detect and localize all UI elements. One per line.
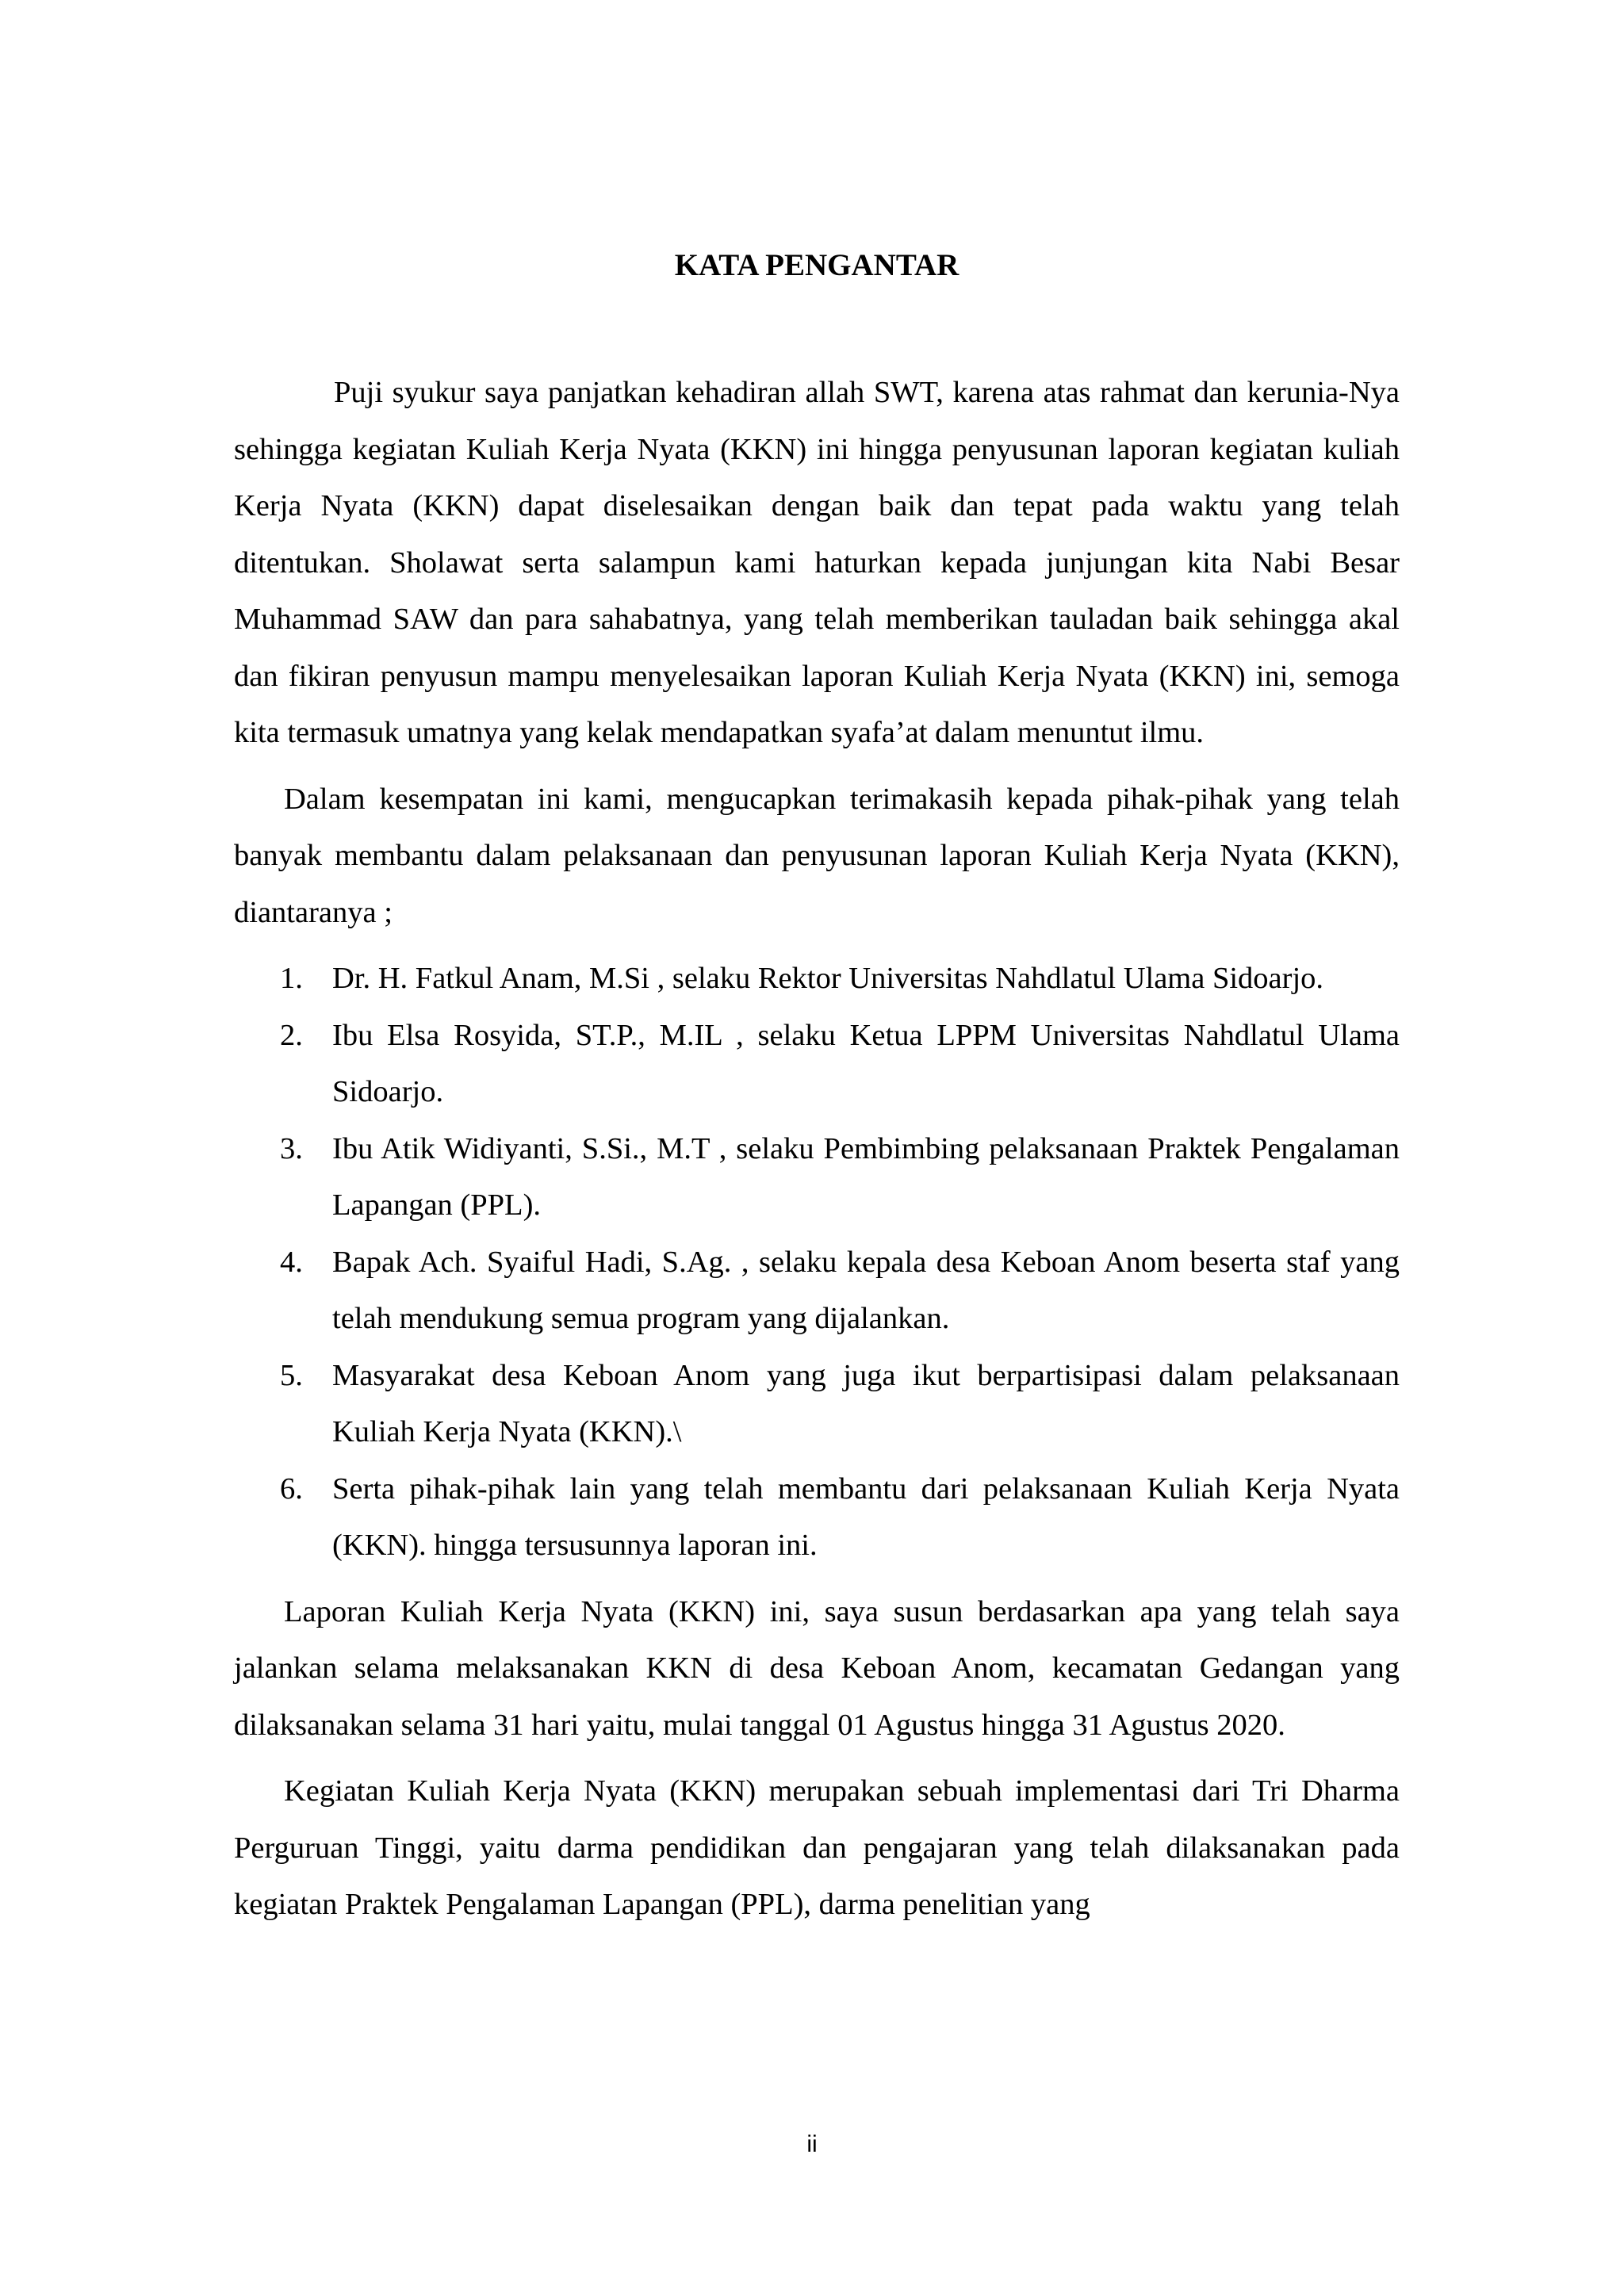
- paragraph-activity: Kegiatan Kuliah Kerja Nyata (KKN) merupakan sebuah implementasi dari Tri Dharma Perguruan Tinggi, yaitu darma pendidikan dan pengajaran yang telah dilaksanakan pada kegiatan Praktek Pengalaman Lapangan (PPL), darma penelitian yang: [234, 1774, 1400, 1921]
- list-item-number: 6.: [280, 1471, 303, 1506]
- list-item: [234, 1121, 1400, 1234]
- list-item-text: Masyarakat desa Keboan Anom yang juga ikut berpartisipasi dalam pelaksanaan Kuliah Kerja Nyata (KKN).\: [332, 1358, 1400, 1448]
- list-item: [234, 1348, 1400, 1461]
- list-item-text: Serta pihak-pihak lain yang telah membantu dari pelaksanaan Kuliah Kerja Nyata (KKN). hingga tersusunnya laporan ini.: [332, 1471, 1400, 1562]
- list-item: [234, 1234, 1400, 1348]
- list-item: [234, 1461, 1400, 1575]
- list-item-number: 3.: [280, 1131, 303, 1165]
- page-title: KATA PENGANTAR: [674, 248, 959, 282]
- list-item-text: Ibu Elsa Rosyida, ST.P., M.IL , selaku Ketua LPPM Universitas Nahdlatul Ulama Sidoarjo.: [332, 1018, 1400, 1108]
- list-item-text: Ibu Atik Widiyanti, S.Si., M.T , selaku Pembimbing pelaksanaan Praktek Pengalaman Lapangan (PPL).: [332, 1131, 1400, 1222]
- list-item: [234, 951, 1400, 1008]
- page-number: ii: [806, 2131, 818, 2157]
- list-item: [234, 1008, 1400, 1121]
- list-item-text: Bapak Ach. Syaiful Hadi, S.Ag. , selaku kepala desa Keboan Anom beserta staf yang telah mendukung semua program yang dijalankan.: [332, 1245, 1400, 1335]
- paragraph-intro: Puji syukur saya panjatkan kehadiran allah SWT, karena atas rahmat dan kerunia-Nya sehingga kegiatan Kuliah Kerja Nyata (KKN) ini hingga penyusunan laporan kegiatan kuliah Kerja Nyata (KKN) dapat diselesaikan dengan baik dan tepat pada waktu yang telah ditentukan. Sholawat serta salampun kami haturkan kepada junjungan kita Nabi Besar Muhammad SAW dan para sahabatnya, yang telah memberikan tauladan baik sehingga akal dan fikiran penyusun mampu menyelesaikan laporan Kuliah Kerja Nyata (KKN) ini, semoga kita termasuk umatnya yang kelak mendapatkan syafa’at dalam menuntut ilmu.: [234, 376, 1400, 749]
- acknowledgement-list: [234, 951, 1400, 1575]
- list-item-number: 1.: [280, 962, 303, 995]
- list-item-number: 5.: [280, 1358, 303, 1392]
- list-item-number: 4.: [280, 1245, 303, 1279]
- paragraph-report: Laporan Kuliah Kerja Nyata (KKN) ini, saya susun berdasarkan apa yang telah saya jalankan selama melaksanakan KKN di desa Keboan Anom, kecamatan Gedangan yang dilaksanakan selama 31 hari yaitu, mulai tanggal 01 Agustus hingga 31 Agustus 2020.: [234, 1594, 1400, 1742]
- list-item-text: Dr. H. Fatkul Anam, M.Si , selaku Rektor Universitas Nahdlatul Ulama Sidoarjo.: [332, 962, 1324, 995]
- page-content: [234, 238, 1400, 1934]
- list-item-number: 2.: [280, 1018, 303, 1052]
- paragraph-thanks: Dalam kesempatan ini kami, mengucapkan terimakasih kepada pihak-pihak yang telah banyak membantu dalam pelaksanaan dan penyusunan laporan Kuliah Kerja Nyata (KKN), diantaranya ;: [234, 782, 1400, 929]
